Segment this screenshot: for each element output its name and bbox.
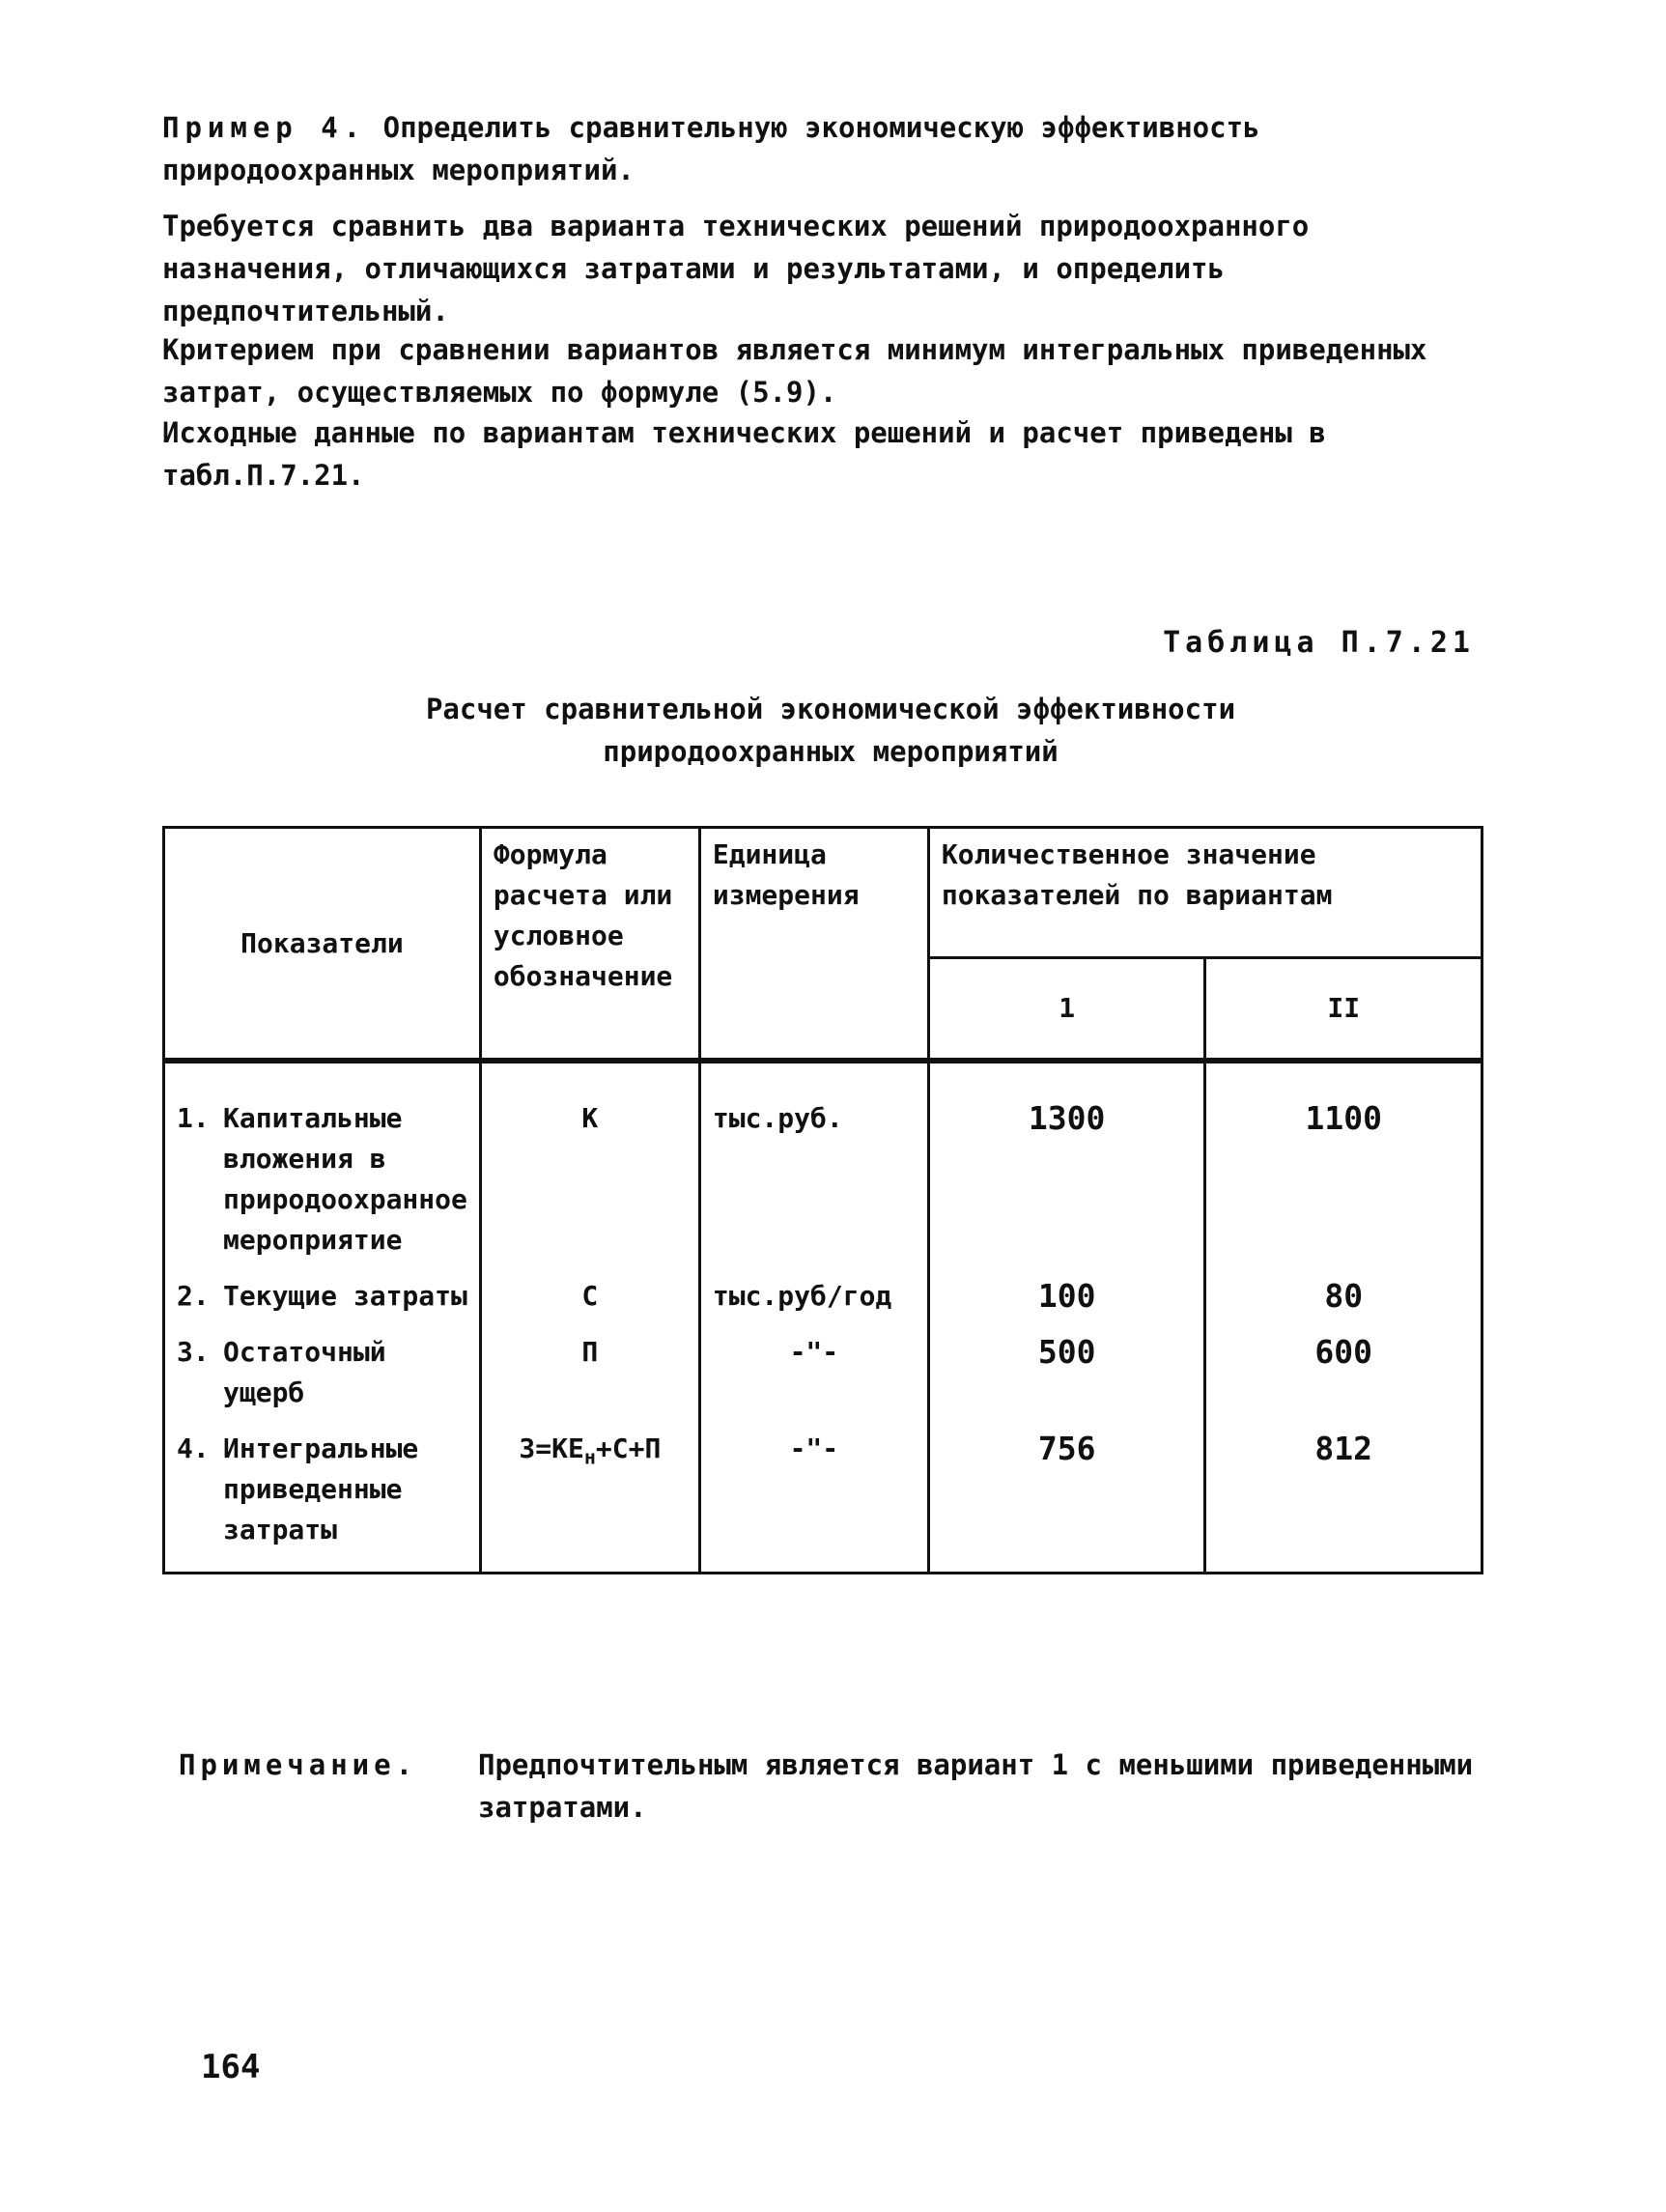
row-indicator: Остаточный ущерб — [223, 1336, 386, 1408]
header-values: Количественное значение показателей по вариантам — [928, 828, 1482, 958]
row-number: 2. — [177, 1280, 210, 1312]
note-text: Предпочтительным является вариант 1 с меньшими приведенными затратами. — [478, 1748, 1474, 1824]
row-value-variant-1: 1300 — [928, 1061, 1205, 1268]
header-variant-2: II — [1205, 958, 1482, 1062]
example-paragraph — [162, 106, 1466, 191]
source-data-paragraph: Исходные данные по вариантам технических решений и расчет приведены в табл.П.7.21. — [162, 416, 1326, 492]
row-value-variant-2: 1100 — [1205, 1061, 1482, 1268]
row-unit: тыс.руб. — [699, 1061, 928, 1268]
example-label: Пример 4. — [162, 111, 367, 144]
header-unit: Единица измерения — [699, 828, 928, 1062]
row-unit: -"- — [699, 1421, 928, 1574]
header-variant-1: 1 — [928, 958, 1205, 1062]
table-row — [164, 1268, 1482, 1324]
row-value-variant-1: 756 — [928, 1421, 1205, 1574]
row-value-variant-1: 100 — [928, 1268, 1205, 1324]
table-title-line2: природоохранных мероприятий — [603, 735, 1059, 768]
row-formula — [480, 1421, 699, 1574]
formula-tail: +С+П — [595, 1432, 662, 1464]
header-indicators: Показатели — [164, 828, 481, 1062]
row-value-variant-2: 812 — [1205, 1421, 1482, 1574]
note-label: Примечание. — [179, 1748, 418, 1781]
criterion-paragraph: Критерием при сравнении вариантов является минимум интегральных приведенных затрат, осуществляемых по формуле (5.9). — [162, 333, 1427, 409]
table-title-line1: Расчет сравнительной экономической эффективности — [425, 693, 1236, 725]
formula-main: З=КЕ — [519, 1432, 584, 1464]
row-number: 4. — [177, 1432, 210, 1464]
header-formula: Формула расчета или условное обозначение — [480, 828, 699, 1062]
row-number: 3. — [177, 1336, 210, 1368]
requirement-paragraph: Требуется сравнить два варианта технических решений природоохранного назначения, отличающихся затратами и результатами, и определить предпочтительный. — [162, 210, 1310, 327]
table-row — [164, 1421, 1482, 1574]
row-indicator: Капитальные вложения в природоохранное мероприятие — [223, 1102, 467, 1256]
efficiency-table — [162, 826, 1483, 1574]
row-value-variant-2: 80 — [1205, 1268, 1482, 1324]
row-unit: -"- — [699, 1324, 928, 1421]
row-formula: К — [480, 1061, 699, 1268]
table-row — [164, 1061, 1482, 1268]
table-title — [251, 688, 1410, 773]
row-formula: С — [480, 1268, 699, 1324]
page-number: 164 — [201, 2048, 261, 2086]
formula-subscript: н — [583, 1445, 596, 1469]
table-number: Таблица П.7.21 — [1163, 626, 1475, 660]
row-indicator: Текущие затраты — [223, 1280, 467, 1312]
row-number: 1. — [177, 1102, 210, 1134]
row-value-variant-1: 500 — [928, 1324, 1205, 1421]
row-formula: П — [480, 1324, 699, 1421]
example-text: Определить сравнительную экономическую эффективность природоохранных мероприятий. — [162, 111, 1260, 186]
row-unit: тыс.руб/год — [699, 1268, 928, 1324]
row-value-variant-2: 600 — [1205, 1324, 1482, 1421]
table-row — [164, 1324, 1482, 1421]
note — [179, 1744, 1482, 1829]
row-indicator: Интегральные приведенные затраты — [223, 1432, 419, 1546]
